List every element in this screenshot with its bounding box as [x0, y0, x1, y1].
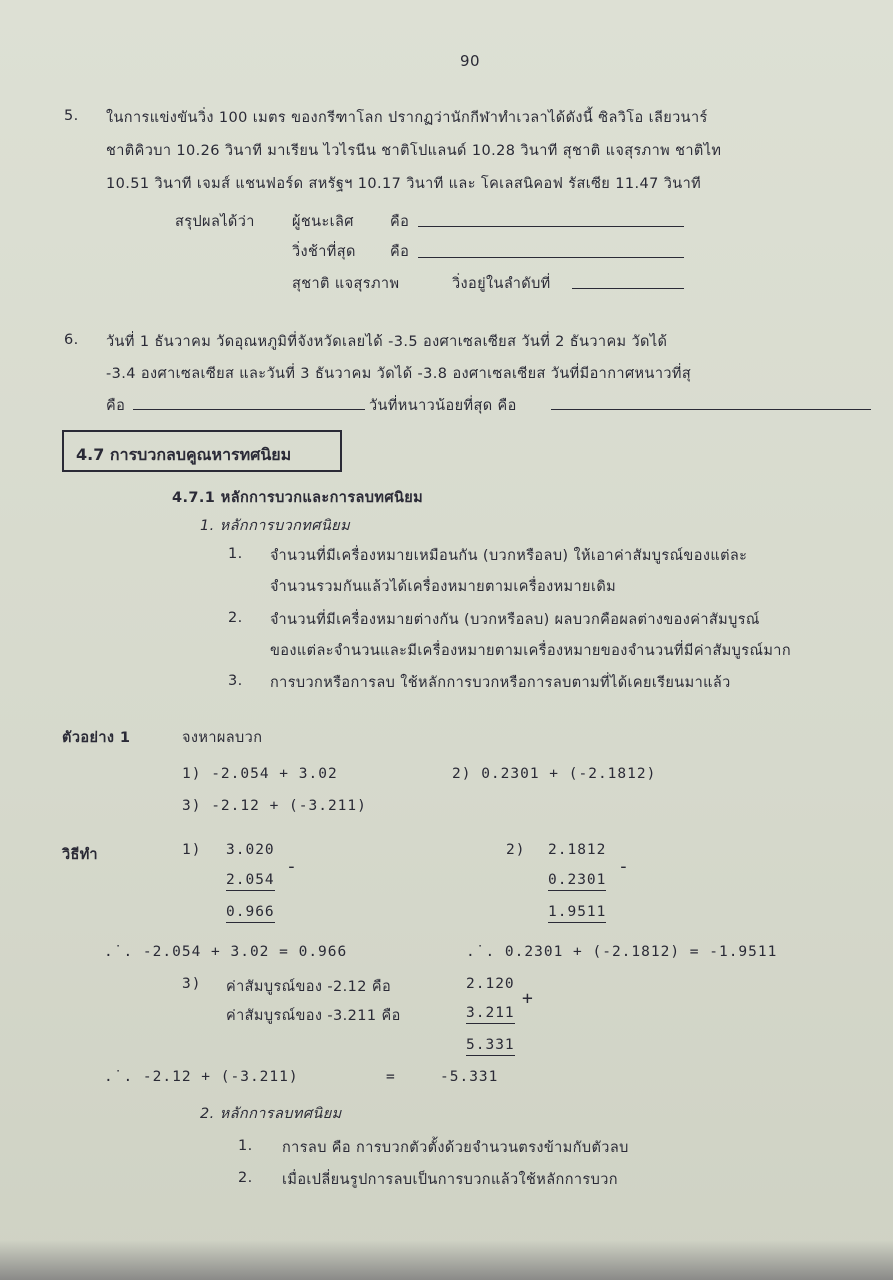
page-bottom-shadow	[0, 1240, 893, 1280]
q6-line-1: วันที่ 1 ธันวาคม วัดอุณหภูมิที่จังหวัดเลยได้ -3.5 องศาเซลเซียส วันที่ 2 ธันวาคม วัดได้	[106, 334, 668, 350]
sub-rule-1-number: 1.	[238, 1138, 253, 1154]
q5-number: 5.	[64, 108, 79, 124]
q6-coldest-answer-blank[interactable]	[133, 409, 365, 410]
sub-rule-2-text: เมื่อเปลี่ยนรูปการลบเป็นการบวกแล้วใช้หลักการบวก	[282, 1172, 618, 1188]
q5-line-1: ในการแข่งขันวิ่ง 100 เมตร ของกรีฑาโลก ปรากฏว่านักกีฬาทำเวลาได้ดังนี้ ซิลวิโอ เลียวนาร์	[106, 110, 708, 126]
q5-line-3: 10.51 วินาที เจมส์ แชนฟอร์ด สหรัฐฯ 10.17 วินาที และ โคเลสนิคอฟ รัสเซีย 11.47 วินาที	[106, 176, 702, 192]
solution-2-number: 2)	[506, 842, 526, 858]
rule-1-number: 1.	[228, 546, 243, 562]
q5-rank-answer-blank[interactable]	[572, 288, 684, 289]
q6-line-2: -3.4 องศาเซลเซียส และวันที่ 3 ธันวาคม วัดได้ -3.8 องศาเซลเซียส วันที่มีอากาศหนาวที่สุ	[106, 366, 692, 382]
q5-slowest-is: คือ	[390, 244, 410, 260]
q5-slowest-answer-blank[interactable]	[418, 257, 684, 258]
solution-3-line-2: ค่าสัมบูรณ์ของ -3.211 คือ	[226, 1008, 401, 1024]
rule-1-line-1: จำนวนที่มีเครื่องหมายเหมือนกัน (บวกหรือลบ) ให้เอาค่าสัมบูรณ์ของแต่ละ	[270, 548, 748, 564]
rule-3-line-1: การบวกหรือการลบ ใช้หลักการบวกหรือการลบตามที่ได้เคยเรียนมาแล้ว	[270, 675, 731, 691]
answer-3-expression: .˙. -2.12 + (-3.211)	[104, 1069, 299, 1085]
solution-3-sum: 5.331	[466, 1037, 515, 1056]
answer-3-result: -5.331	[440, 1069, 499, 1085]
example-label: ตัวอย่าง 1	[62, 730, 131, 746]
solution-2-result: 1.9511	[548, 904, 606, 923]
subsection-title: 4.7.1 หลักการบวกและการลบทศนิยม	[172, 490, 424, 506]
sub-rule-2-number: 2.	[238, 1170, 253, 1186]
solution-1-minus-sign: -	[286, 856, 298, 877]
solution-1-minuend: 3.020	[226, 842, 275, 858]
problem-1: 1) -2.054 + 3.02	[182, 766, 338, 782]
solution-2-subtrahend: 0.2301	[548, 872, 606, 891]
rule-2-number: 2.	[228, 610, 243, 626]
rule-1-line-2: จำนวนรวมกันแล้วได้เครื่องหมายตามเครื่องหมายเดิม	[270, 579, 617, 595]
answer-3-equals: =	[386, 1069, 396, 1085]
q5-rank-label: วิ่งอยู่ในลำดับที่	[452, 276, 551, 292]
solution-1-number: 1)	[182, 842, 202, 858]
problem-3: 3) -2.12 + (-3.211)	[182, 798, 367, 814]
answer-2: .˙. 0.2301 + (-2.1812) = -1.9511	[466, 944, 778, 960]
addition-rules-heading: 1. หลักการบวกทศนิยม	[200, 518, 351, 534]
q5-summary-label: สรุปผลได้ว่า	[175, 214, 255, 230]
solution-3-value-2: 3.211	[466, 1005, 515, 1024]
q6-line-3-coldest: คือ	[106, 398, 126, 414]
rule-2-line-2: ของแต่ละจำนวนและมีเครื่องหมายตามเครื่องหมายของจำนวนที่มีค่าสัมบูรณ์มาก	[270, 643, 792, 659]
q5-winner-label: ผู้ชนะเลิศ	[292, 214, 354, 230]
rule-3-number: 3.	[228, 673, 243, 689]
rule-2-line-1: จำนวนที่มีเครื่องหมายต่างกัน (บวกหรือลบ) ผลบวกคือผลต่างของค่าสัมบูรณ์	[270, 612, 760, 628]
solution-2-minuend: 2.1812	[548, 842, 607, 858]
problem-2: 2) 0.2301 + (-2.1812)	[452, 766, 657, 782]
q5-winner-answer-blank[interactable]	[418, 226, 684, 227]
solution-3-line-1: ค่าสัมบูรณ์ของ -2.12 คือ	[226, 979, 392, 995]
q5-slowest-label: วิ่งช้าที่สุด	[292, 244, 356, 260]
q6-number: 6.	[64, 332, 79, 348]
q5-suchat-label: สุชาติ แจสุรภาพ	[292, 276, 400, 292]
subtraction-rules-heading: 2. หลักการลบทศนิยม	[200, 1106, 342, 1122]
solution-label: วิธีทำ	[62, 847, 98, 863]
q5-winner-is: คือ	[390, 214, 410, 230]
solution-3-number: 3)	[182, 976, 202, 992]
section-title-box	[62, 430, 342, 472]
page-number: 90	[460, 52, 480, 70]
answer-1: .˙. -2.054 + 3.02 = 0.966	[104, 944, 348, 960]
q6-warmest-answer-blank[interactable]	[551, 409, 871, 410]
solution-1-result: 0.966	[226, 904, 275, 923]
solution-3-value-1: 2.120	[466, 976, 515, 992]
sub-rule-1-text: การลบ คือ การบวกตัวตั้งด้วยจำนวนตรงข้ามกับตัวลบ	[282, 1140, 629, 1156]
q5-line-2: ชาติคิวบา 10.26 วินาที มาเรียน ไวไรนีน ชาติโปแลนด์ 10.28 วินาที สุชาติ แจสุรภาพ ชาติไท	[106, 143, 722, 159]
q6-line-3-warmest: วันที่หนาวน้อยที่สุด คือ	[369, 398, 517, 414]
example-task: จงหาผลบวก	[182, 730, 263, 746]
solution-3-plus-sign: +	[522, 988, 534, 1009]
solution-2-minus-sign: -	[618, 856, 630, 877]
section-title: 4.7 การบวกลบคูณหารทศนิยม	[76, 445, 292, 464]
solution-1-subtrahend: 2.054	[226, 872, 275, 891]
